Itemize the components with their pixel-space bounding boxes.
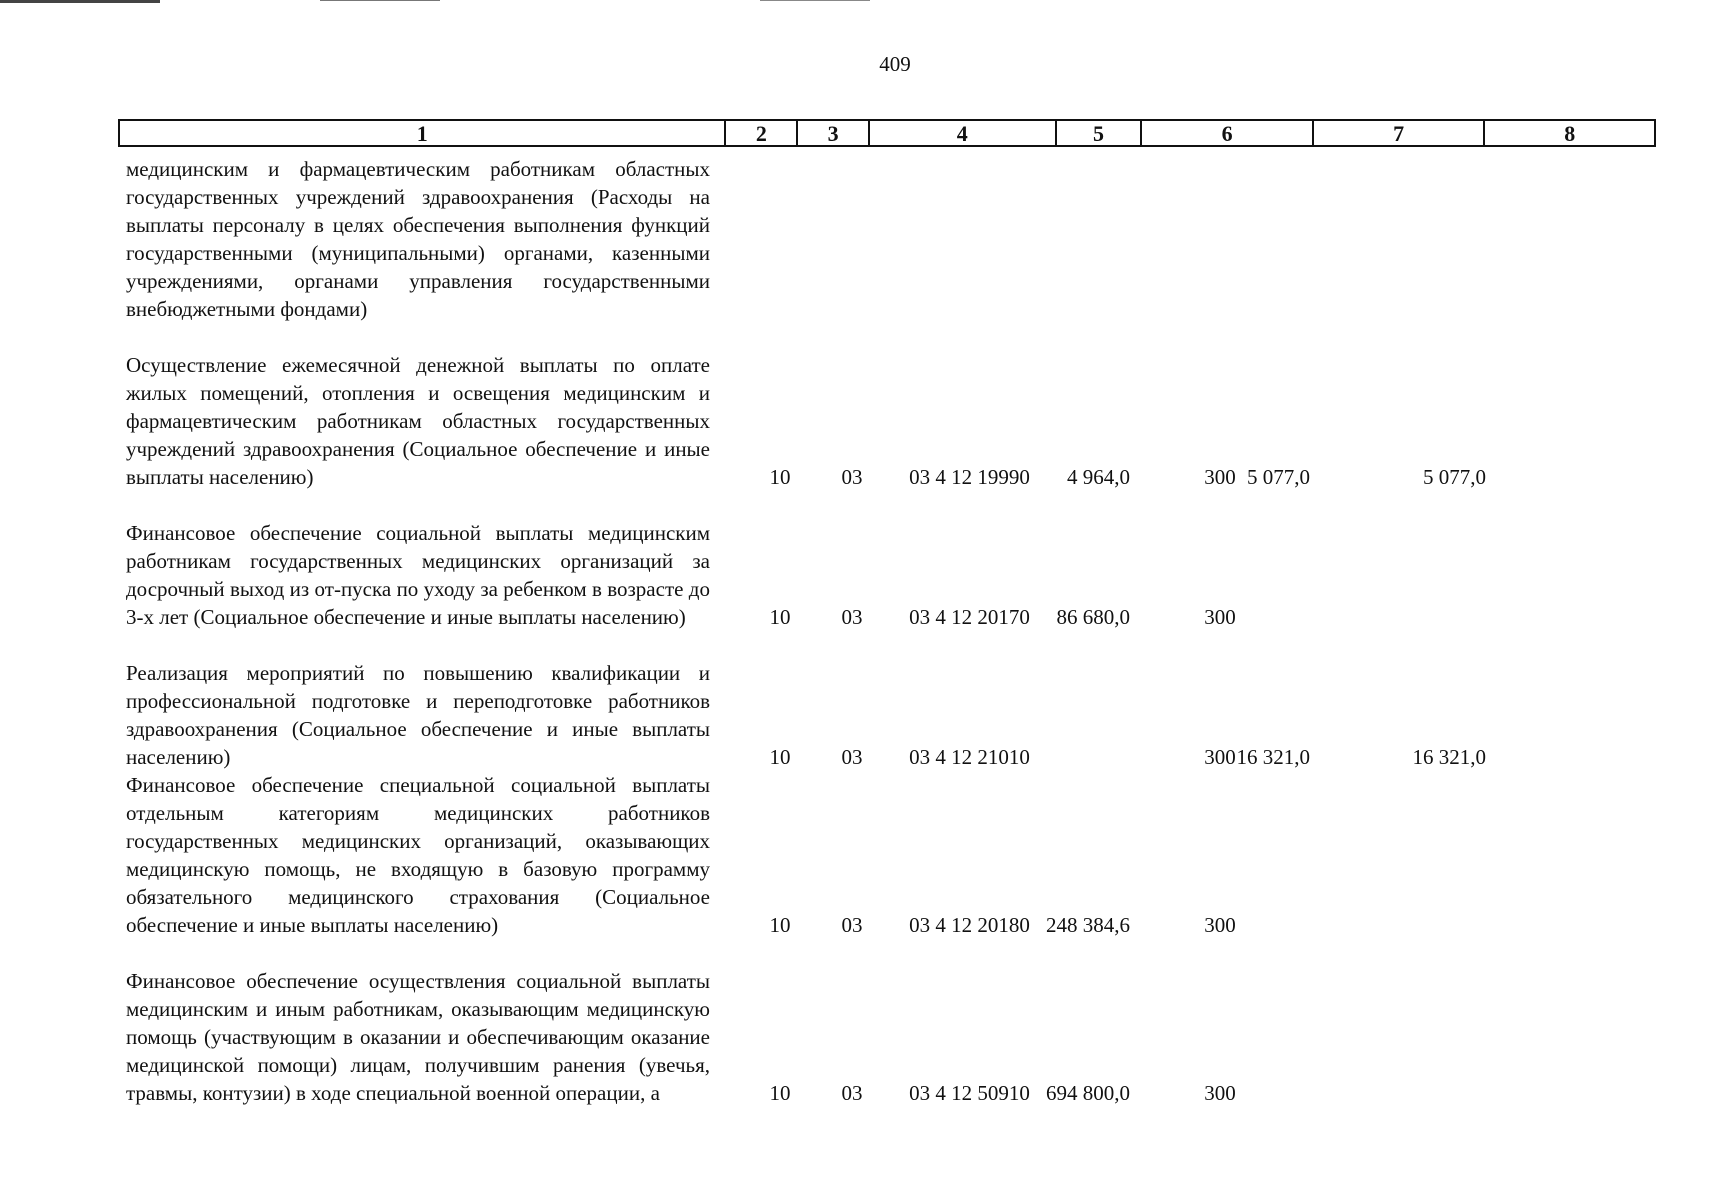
table-row <box>126 659 1656 771</box>
row-description: Реализация мероприятий по повышению квалификации и профессиональной подготовке и переподготовке работников здравоохранения (Социальное обеспечение и иные выплаты населению) <box>126 661 710 769</box>
column-header: 3 <box>796 121 868 145</box>
target-article-code: 03 4 12 20170 <box>909 605 1030 629</box>
table-row <box>126 155 1656 323</box>
amount-col-8: 16 321,0 <box>1412 745 1486 769</box>
subsection-code: 03 <box>841 745 863 769</box>
section-code: 10 <box>769 465 791 489</box>
row-description: Финансовое обеспечение специальной социальной выплаты отдельным категориям медицинских работников государственных медицинских организаций, оказывающих медицинскую помощь, не входящую в базовую программу обязательного медицинского страхования (Социальное обеспечение и иные выплаты населению) <box>126 773 710 937</box>
amount-col-6: 86 680,0 <box>1056 605 1130 629</box>
column-header: 2 <box>724 121 796 145</box>
amount-col-7: 5 077,0 <box>1247 465 1310 489</box>
subsection-code: 03 <box>841 605 863 629</box>
subsection-code: 03 <box>841 1081 863 1105</box>
page-number: 409 <box>879 52 911 76</box>
column-header: 6 <box>1140 121 1312 145</box>
expense-type-code: 300 <box>1204 1081 1236 1105</box>
section-code: 10 <box>769 913 791 937</box>
scan-artifact <box>760 0 870 1</box>
expense-type-code: 300 <box>1204 913 1236 937</box>
section-code: 10 <box>769 605 791 629</box>
row-description: медицинским и фармацевтическим работникам областных государственных учреждений здравоохранения (Расходы на выплаты персоналу в целях обеспечения выполнения функций государственными (муниципальными) органами, казенными учреждениями, органами управления государственными внебюджетными фондами) <box>126 157 710 321</box>
column-header: 7 <box>1312 121 1484 145</box>
expense-type-code: 300 <box>1204 745 1236 769</box>
table-header-row <box>118 119 1656 147</box>
amount-col-6: 4 964,0 <box>1067 465 1130 489</box>
subsection-code: 03 <box>841 913 863 937</box>
row-description: Осуществление ежемесячной денежной выплаты по оплате жилых помещений, отопления и освещения медицинским и фармацевтическим работникам областных государственных учреждений здравоохранения (Социальное обеспечение и иные выплаты населению) <box>126 353 710 489</box>
target-article-code: 03 4 12 21010 <box>909 745 1030 769</box>
amount-col-8: 5 077,0 <box>1423 465 1486 489</box>
amount-col-6: 248 384,6 <box>1046 913 1130 937</box>
column-header: 4 <box>868 121 1055 145</box>
expense-type-code: 300 <box>1204 465 1236 489</box>
scan-artifact <box>0 0 160 3</box>
target-article-code: 03 4 12 50910 <box>909 1081 1030 1105</box>
column-header: 8 <box>1483 121 1654 145</box>
table-row <box>126 967 1656 1107</box>
amount-col-7: 16 321,0 <box>1236 745 1310 769</box>
column-header: 1 <box>416 121 428 146</box>
table-row <box>126 771 1656 939</box>
expense-type-code: 300 <box>1204 605 1236 629</box>
amount-col-6: 694 800,0 <box>1046 1081 1130 1105</box>
section-code: 10 <box>769 745 791 769</box>
row-description: Финансовое обеспечение социальной выплаты медицинским работникам государственных медицинских организаций за досрочный выход из от-пуска по уходу за ребенком в возрасте до 3-х лет (Социальное обеспечение и иные выплаты населению) <box>126 521 710 629</box>
column-header: 5 <box>1055 121 1141 145</box>
section-code: 10 <box>769 1081 791 1105</box>
scan-artifact <box>320 0 440 1</box>
table-row <box>126 351 1656 491</box>
target-article-code: 03 4 12 20180 <box>909 913 1030 937</box>
row-description: Финансовое обеспечение осуществления социальной выплаты медицинским и иным работникам, оказывающим медицинскую помощь (участвующим в оказании и обеспечивающим оказание медицинской помощи) лицам, получившим ранения (увечья, травмы, контузии) в ходе специальной военной операции, а <box>126 969 710 1105</box>
subsection-code: 03 <box>841 465 863 489</box>
table-row <box>126 519 1656 631</box>
target-article-code: 03 4 12 19990 <box>909 465 1030 489</box>
